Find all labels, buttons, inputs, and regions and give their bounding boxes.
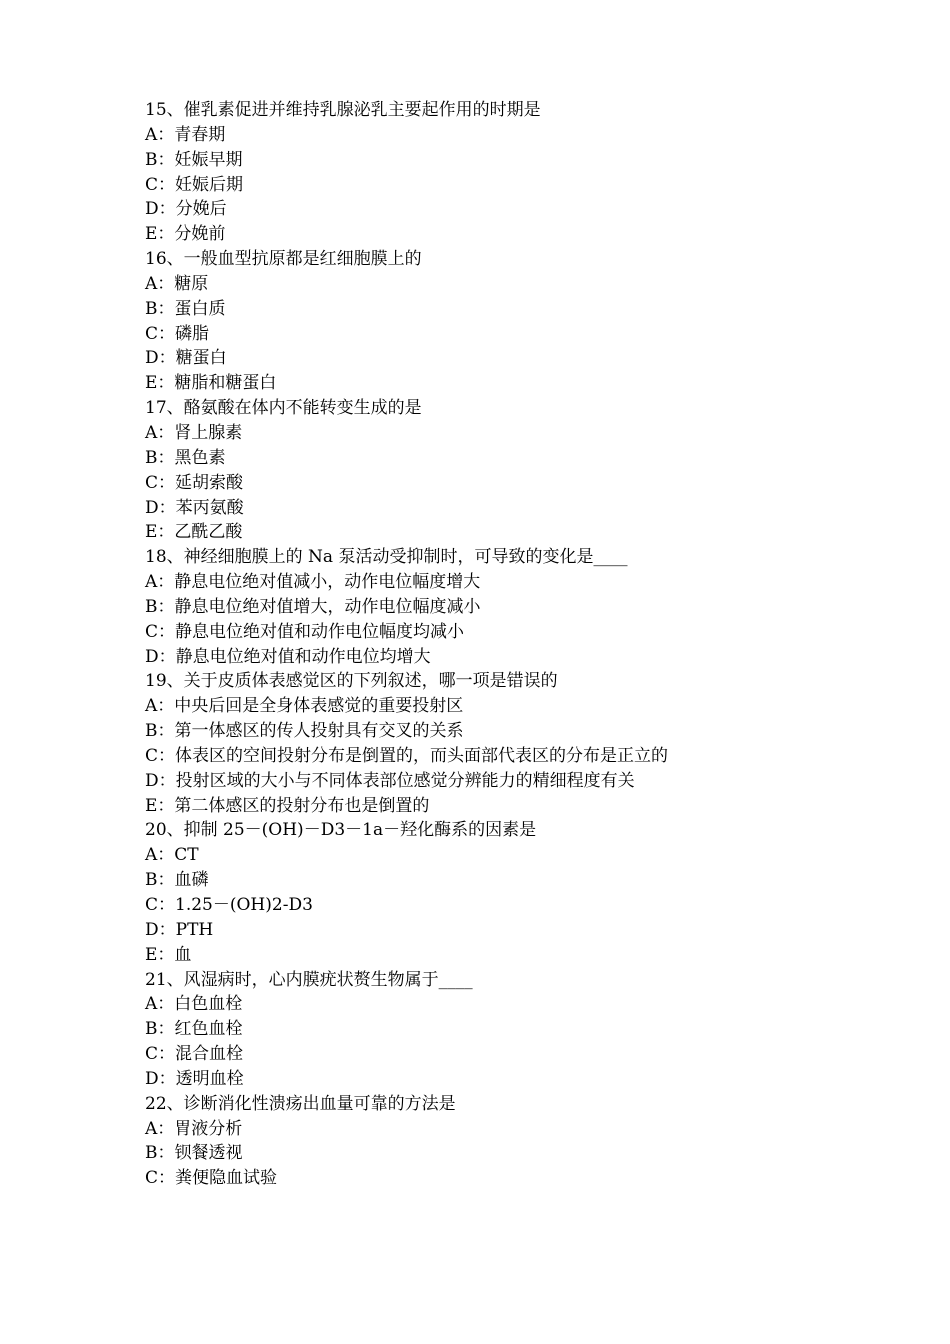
question-19-option-e: E：第二体感区的投射分布也是倒置的 (145, 795, 430, 816)
question-15-option-b: B：妊娠早期 (145, 149, 243, 170)
question-17-option-e: E：乙酰乙酸 (145, 522, 243, 543)
question-15-text: 15、催乳素促进并维持乳腺泌乳主要起作用的时期是 (145, 100, 541, 120)
question-20-option-b: B：血磷 (145, 870, 209, 891)
question-22-option-b: B：钡餐透视 (145, 1143, 243, 1164)
question-15-option-a: A：青春期 (145, 124, 226, 145)
question-18-option-a: A：静息电位绝对值减小，动作电位幅度增大 (145, 572, 481, 593)
question-21-option-d: D：透明血栓 (145, 1068, 244, 1089)
question-17-option-d: D：苯丙氨酸 (145, 497, 244, 518)
question-15-option-c: C：妊娠后期 (145, 174, 244, 195)
question-19-text: 19、关于皮质体表感觉区的下列叙述，哪一项是错误的 (145, 671, 558, 692)
question-17-option-b: B：黑色素 (145, 447, 226, 468)
question-19-option-d: D：投射区域的大小与不同体表部位感觉分辨能力的精细程度有关 (145, 770, 635, 791)
question-19-option-c: C：体表区的空间投射分布是倒置的，而头面部代表区的分布是正立的 (145, 745, 669, 766)
question-18-option-b: B：静息电位绝对值增大，动作电位幅度减小 (145, 596, 481, 617)
question-16-option-b: B：蛋白质 (145, 298, 226, 319)
question-16-option-c: C：磷脂 (145, 323, 210, 344)
question-16-option-a: A：糖原 (145, 273, 209, 294)
question-16-text: 16、一般血型抗原都是红细胞膜上的 (145, 249, 422, 270)
question-15-option-e: E：分娩前 (145, 224, 226, 245)
question-18-option-d: D：静息电位绝对值和动作电位均增大 (145, 646, 431, 667)
question-20-option-e: E：血 (145, 944, 192, 965)
question-18-text: 18、神经细胞膜上的 Na 泵活动受抑制时，可导致的变化是____ (145, 547, 628, 568)
question-16-option-e: E：糖脂和糖蛋白 (145, 373, 277, 394)
question-22-text: 22、诊断消化性溃疡出血量可靠的方法是 (145, 1093, 456, 1114)
question-20-option-c: C：1.25－(OH)2-D3 (145, 895, 313, 915)
question-17-option-c: C：延胡索酸 (145, 472, 244, 493)
question-20-text: 20、抑制 25－(OH)－D3－1a－羟化酶系的因素是 (145, 820, 537, 841)
question-list (145, 98, 845, 1191)
question-19-option-b: B：第一体感区的传人投射具有交叉的关系 (145, 721, 464, 742)
question-21-text: 21、风湿病时，心内膜疣状赘生物属于____ (145, 969, 473, 990)
question-17-option-a: A：肾上腺素 (145, 422, 243, 443)
question-21-option-a: A：白色血栓 (145, 994, 243, 1015)
question-22-option-c: C：粪便隐血试验 (145, 1168, 278, 1189)
question-20-option-d: D：PTH (145, 919, 214, 940)
question-21-option-b: B：红色血栓 (145, 1019, 243, 1040)
question-16-option-d: D：糖蛋白 (145, 348, 227, 369)
question-18-option-c: C：静息电位绝对值和动作电位幅度均减小 (145, 621, 465, 642)
question-15-option-d: D：分娩后 (145, 199, 227, 220)
question-17-text: 17、酪氨酸在体内不能转变生成的是 (145, 398, 422, 419)
question-21-option-c: C：混合血栓 (145, 1044, 244, 1065)
question-22-option-a: A：胃液分析 (145, 1118, 243, 1139)
question-19-option-a: A：中央后回是全身体表感觉的重要投射区 (145, 696, 464, 717)
question-20-option-a: A：CT (145, 845, 199, 866)
